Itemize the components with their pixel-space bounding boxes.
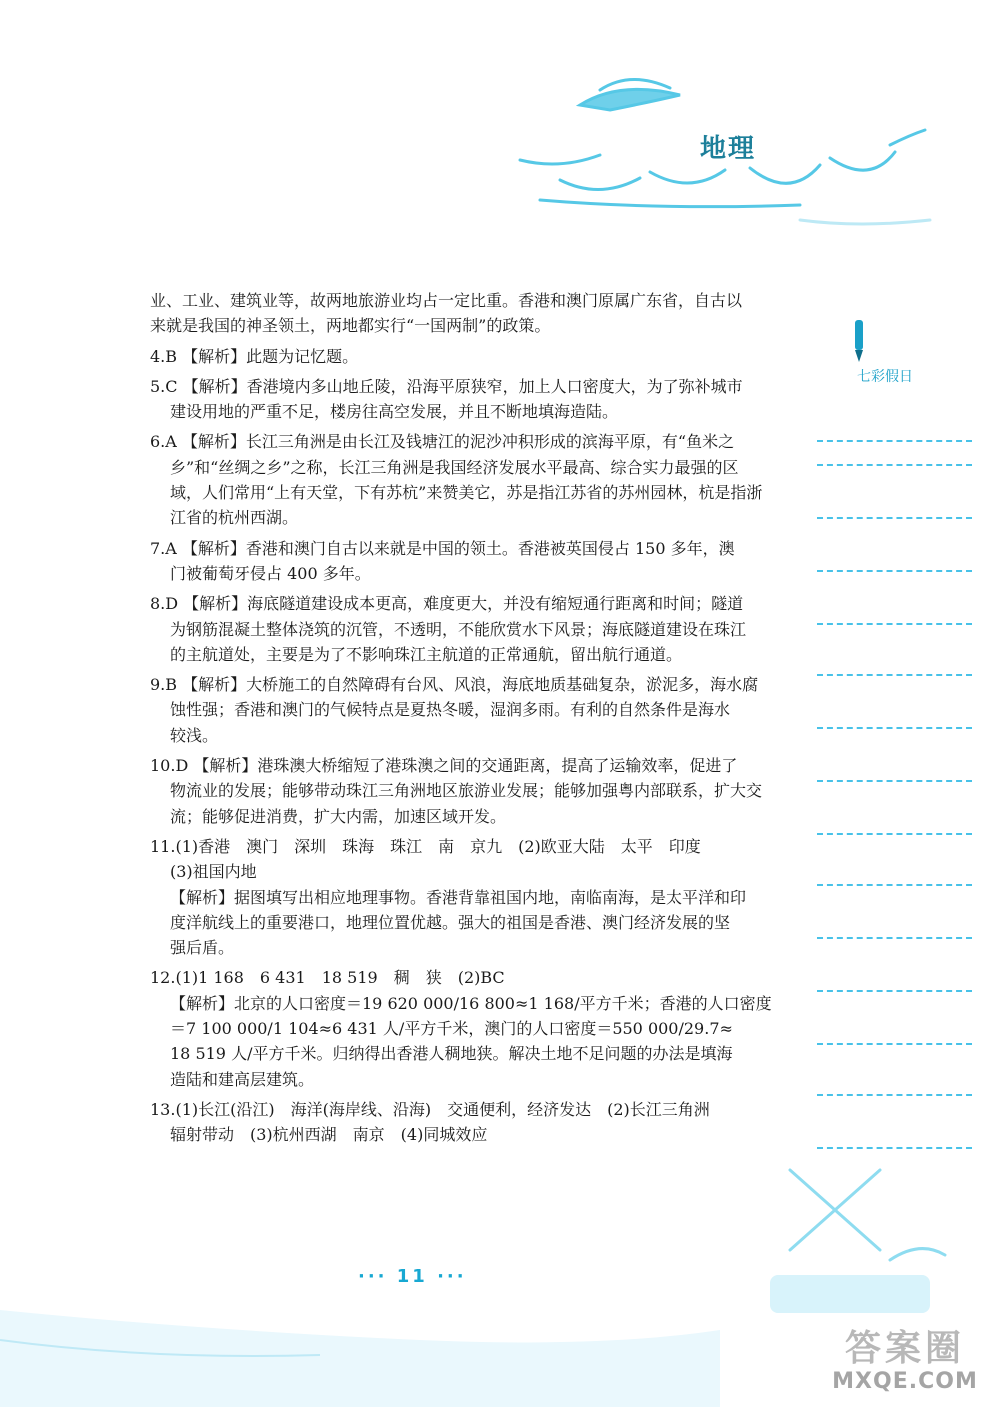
answer-item	[150, 374, 790, 425]
answer-text	[150, 288, 790, 1153]
answer-line: 6.A 【解析】长江三角洲是由长江及钱塘江的泥沙冲积形成的滨海平原，有“鱼米之	[150, 432, 735, 452]
note-line	[817, 1094, 972, 1096]
answer-line: 13.(1)长江(沿江) 海洋(海岸线、沿海) 交通便利，经济发达 (2)长江三角洲	[150, 1099, 710, 1119]
answer-item	[150, 536, 790, 587]
answer-line: 来就是我国的神圣领土，两地都实行“一国两制”的政策。	[150, 316, 551, 336]
subject-title: 地理	[700, 134, 757, 164]
answer-line: 域，人们常用“上有天堂，下有苏杭”来赞美它，苏是指江苏省的苏州园林，杭是指浙	[170, 483, 763, 503]
pen-icon	[849, 318, 869, 364]
answer-line: ＝7 100 000/1 104≈6 431 人/平方千米，澳门的人口密度＝550 000/29.7≈	[170, 1019, 733, 1039]
answer-line: 【解析】北京的人口密度＝19 620 000/16 800≈1 168/平方千米；香港的人口密度	[170, 993, 772, 1013]
answer-line: 11.(1)香港 澳门 深圳 珠海 珠江 南 京九 (2)欧亚大陆 太平 印度	[150, 836, 701, 856]
answer-line: 的主航道处，主要是为了不影响珠江主航道的正常通航，留出航行通道。	[170, 644, 683, 664]
note-line	[817, 990, 972, 992]
watermark-logo: 答案圈	[844, 1328, 965, 1369]
note-line	[817, 440, 972, 442]
note-line	[817, 674, 972, 676]
watermark	[820, 1320, 990, 1400]
answer-item	[150, 344, 790, 369]
answer-item	[150, 965, 790, 1091]
answer-line: 12.(1)1 168 6 431 18 519 稠 狭 (2)BC	[150, 968, 505, 988]
note-line	[817, 623, 972, 625]
answer-item	[150, 672, 790, 748]
note-line	[817, 1147, 972, 1149]
answer-line: 蚀性强；香港和澳门的气候特点是夏热冬暖，湿润多雨。有利的自然条件是海水	[170, 700, 731, 720]
answer-line: 造陆和建高层建筑。	[170, 1069, 315, 1089]
answer-line: 流；能够促进消费，扩大内需，加速区域开发。	[170, 806, 507, 826]
answer-line: 度洋航线上的重要港口，地理位置优越。强大的祖国是香港、澳门经济发展的坚	[170, 912, 731, 932]
note-line	[817, 937, 972, 939]
page-number: ··· 11 ···	[358, 1266, 467, 1287]
answer-item	[150, 1097, 790, 1148]
answer-line: 8.D 【解析】海底隧道建设成本更高，难度更大，并没有缩短通行距离和时间；隧道	[150, 594, 744, 614]
answer-line: 业、工业、建筑业等，故两地旅游业均占一定比重。香港和澳门原属广东省，自古以	[150, 291, 743, 310]
answer-line: 物流业的发展；能够带动珠江三角洲地区旅游业发展；能够加强粤内部联系，扩大交	[170, 781, 763, 801]
answer-line: 9.B 【解析】大桥施工的自然障碍有台风、风浪，海底地质基础复杂，淤泥多，海水腐	[150, 675, 759, 695]
answer-line: 辐射带动 (3)杭州西湖 南京 (4)同城效应	[170, 1125, 488, 1145]
note-line	[817, 464, 972, 466]
answer-line: 乡”和“丝绸之乡”之称，长江三角洲是我国经济发展水平最高、综合实力最强的区	[170, 457, 739, 477]
answer-item	[150, 591, 790, 667]
answer-item	[150, 429, 790, 530]
sidebar-label: 七彩假日	[857, 369, 913, 385]
answer-line: 7.A 【解析】香港和澳门自古以来就是中国的领土。香港被英国侵占 150 多年，澳	[150, 538, 735, 558]
answer-line: 江省的杭州西湖。	[170, 508, 299, 528]
answer-line: 10.D 【解析】港珠澳大桥缩短了港珠澳之间的交通距离，提高了运输效率，促进了	[150, 756, 738, 776]
watermark-domain: MXQE.COM	[832, 1369, 978, 1394]
answer-line: 较浅。	[170, 725, 219, 745]
answer-line: 建设用地的严重不足，楼房往高空发展，并且不断地填海造陆。	[170, 402, 619, 422]
answer-item	[150, 753, 790, 829]
answer-line: 门被葡萄牙侵占 400 多年。	[170, 563, 371, 583]
answer-line: 18 519 人/平方千米。归纳得出香港人稠地狭。解决土地不足问题的办法是填海	[170, 1044, 733, 1064]
answer-line: (3)祖国内地	[170, 862, 257, 882]
note-line	[817, 884, 972, 886]
note-line	[817, 780, 972, 782]
answer-item	[150, 288, 790, 339]
note-line	[817, 570, 972, 572]
note-line	[817, 1043, 972, 1045]
note-line	[817, 517, 972, 519]
answer-line: 5.C 【解析】香港境内多山地丘陵，沿海平原狭窄，加上人口密度大，为了弥补城市	[150, 376, 743, 396]
answer-line: 强后盾。	[170, 938, 235, 958]
answer-line: 【解析】据图填写出相应地理事物。香港背靠祖国内地，南临南海，是太平洋和印	[170, 887, 747, 907]
answer-item	[150, 834, 790, 960]
note-line	[817, 833, 972, 835]
note-line	[817, 727, 972, 729]
answer-line: 为钢筋混凝土整体浇筑的沉管，不透明，不能欣赏水下风景；海底隧道建设在珠江	[170, 619, 747, 639]
answer-line: 4.B 【解析】此题为记忆题。	[150, 346, 359, 366]
